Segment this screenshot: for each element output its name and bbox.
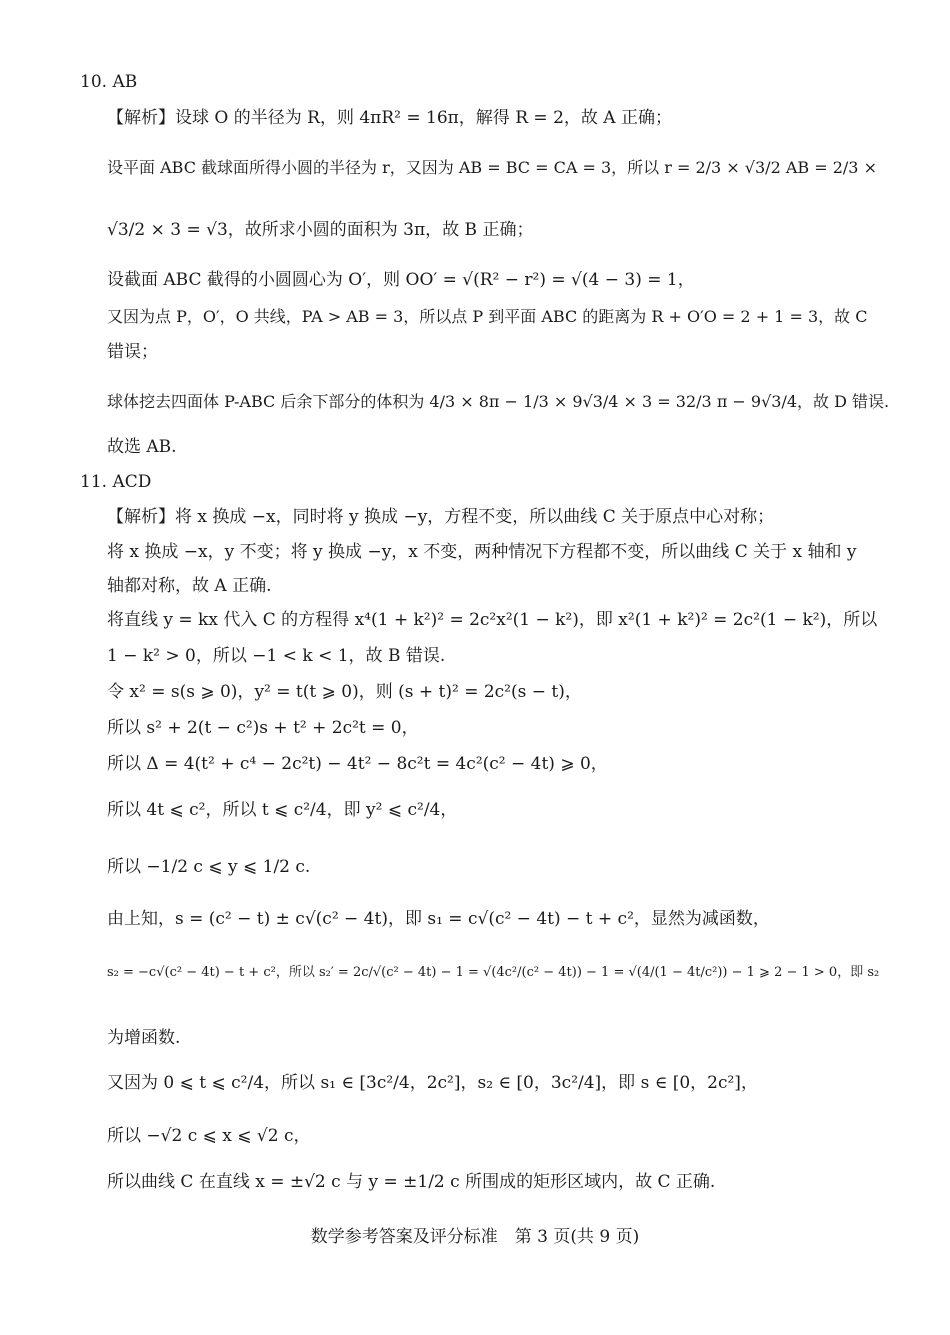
q11-analysis-line-3: 轴都对称，故 A 正确. <box>107 576 272 596</box>
q11-analysis-line-14: 又因为 0 ⩽ t ⩽ c²/4，所以 s₁ ∈ [3c²/4，2c²]，s₂ ∈ [0，3c²/4]，即 s ∈ [0，2c²]， <box>107 1073 758 1093</box>
q11-analysis-line-7: 所以 s² + 2(t − c²)s + t² + 2c²t = 0， <box>107 718 419 738</box>
q11-analysis-line-8: 所以 Δ = 4(t² + c⁴ − 2c²t) − 4t² − 8c²t = 4c²(c² − 4t) ⩾ 0， <box>107 754 608 774</box>
q11-analysis-line-2: 将 x 换成 −x，y 不变；将 y 换成 −y，x 不变，两种情况下方程都不变，所以曲线 C 关于 x 轴和 y <box>107 542 857 562</box>
q11-analysis-line-12: s₂ = −c√(c² − 4t) − t + c²，所以 s₂′ = 2c/√(c² − 4t) − 1 = √(4c²/(c² − 4t)) − 1 = √(4/(1 − 4t/c²)) − 1 ⩾ 2 − 1 > 0，即 s₂ <box>107 965 880 980</box>
q11-analysis-line-10: 所以 −1/2 c ⩽ y ⩽ 1/2 c. <box>107 857 311 877</box>
q11-analysis-line-9: 所以 4t ⩽ c²，所以 t ⩽ c²/4，即 y² ⩽ c²/4， <box>107 800 458 820</box>
q10-number: 10. AB <box>80 72 138 92</box>
q11-analysis-line-1: 【解析】将 x 换成 −x，同时将 y 换成 −y，方程不变，所以曲线 C 关于原点中心对称； <box>107 507 775 527</box>
q10-conclusion: 故选 AB. <box>107 437 177 457</box>
q11-analysis-line-15: 所以 −√2 c ⩽ x ⩽ √2 c， <box>107 1126 311 1146</box>
q11-number: 11. ACD <box>80 472 152 492</box>
q10-analysis-line-3: √3/2 × 3 = √3，故所求小圆的面积为 3π，故 B 正确； <box>107 220 534 240</box>
q11-analysis-line-4: 将直线 y = kx 代入 C 的方程得 x⁴(1 + k²)² = 2c²x²(1 − k²)，即 x²(1 + k²)² = 2c²(1 − k²)，所以 <box>107 610 878 630</box>
q10-analysis-line-1: 【解析】设球 O 的半径为 R，则 4πR² = 16π，解得 R = 2，故 A 正确； <box>107 108 672 128</box>
page-footer: 数学参考答案及评分标准 第 3 页(共 9 页) <box>310 1227 640 1247</box>
q11-analysis-line-13: 为增函数. <box>107 1028 181 1048</box>
q10-analysis-line-6: 错误； <box>107 342 158 362</box>
q11-analysis-line-5: 1 − k² > 0，所以 −1 < k < 1，故 B 错误. <box>107 646 446 666</box>
q11-analysis-line-11: 由上知，s = (c² − t) ± c√(c² − 4t)，即 s₁ = c√(c² − 4t) − t + c²，显然为减函数， <box>107 909 770 929</box>
q10-analysis-line-2: 设平面 ABC 截球面所得小圆的半径为 r，又因为 AB = BC = CA = 3，所以 r = 2/3 × √3/2 AB = 2/3 × <box>107 158 877 177</box>
q11-analysis-line-6: 令 x² = s(s ⩾ 0)，y² = t(t ⩾ 0)，则 (s + t)² = 2c²(s − t)， <box>107 682 582 702</box>
q10-analysis-line-7: 球体挖去四面体 P-ABC 后余下部分的体积为 4/3 × 8π − 1/3 × 9√3/4 × 3 = 32/3 π − 9√3/4，故 D 错误. <box>107 392 890 411</box>
q11-analysis-line-16: 所以曲线 C 在直线 x = ±√2 c 与 y = ±1/2 c 所围成的矩形区域内，故 C 正确. <box>107 1172 716 1192</box>
q10-analysis-line-4: 设截面 ABC 截得的小圆圆心为 O′，则 OO′ = √(R² − r²) = √(4 − 3) = 1， <box>107 270 695 290</box>
q10-analysis-line-5: 又因为点 P，O′，O 共线，PA > AB = 3，所以点 P 到平面 ABC 的距离为 R + O′O = 2 + 1 = 3，故 C <box>107 307 868 326</box>
